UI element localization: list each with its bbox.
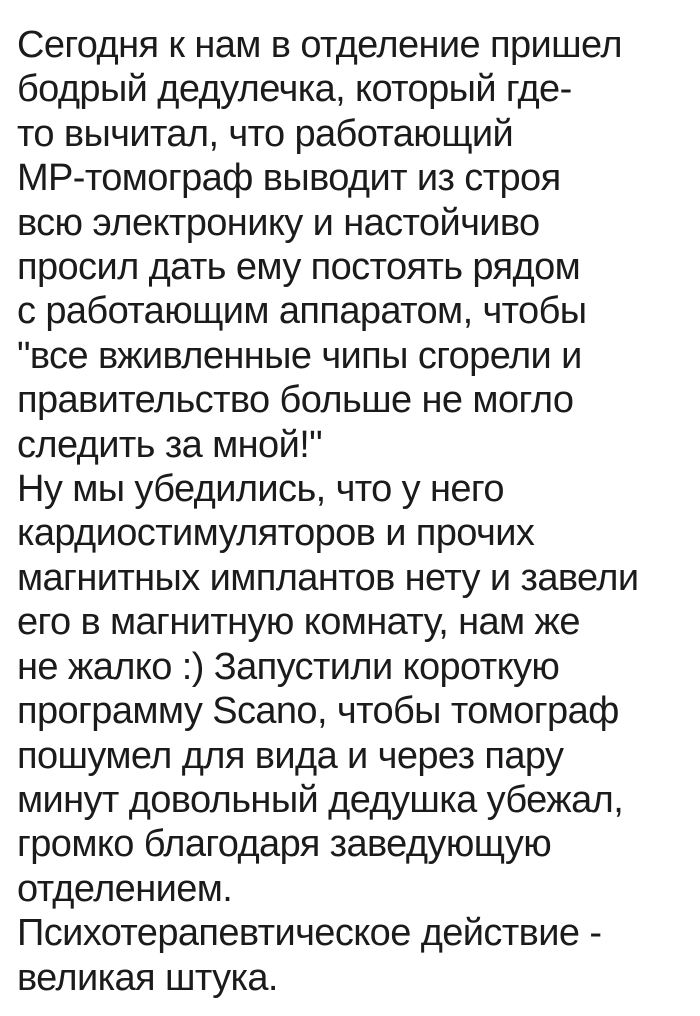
post-text-line: громко благодаря заведующую <box>17 823 552 866</box>
post-text-line: МР-томограф выводит из строя <box>17 157 561 200</box>
post-text-line: программу Scano, чтобы томограф <box>17 690 619 733</box>
post-text-line: отделением. <box>17 867 233 910</box>
post-text-line: всю электронику и настойчиво <box>17 201 540 244</box>
post-text-line: следить за мной!" <box>17 423 323 466</box>
post-text-line: Психотерапевтическое действие - <box>17 912 602 955</box>
post-text-line: Ну мы убедились, что у него <box>17 468 504 511</box>
post-text-line: не жалко :) Запустили короткую <box>17 645 560 688</box>
post-text-line: магнитных имплантов нету и завели <box>17 556 639 599</box>
post-text-line: его в магнитную комнату, нам же <box>17 601 580 644</box>
post-text-line: кардиостимуляторов и прочих <box>17 512 535 555</box>
post-text-line: минут довольный дедушка убежал, <box>17 778 624 821</box>
post-text-line: просил дать ему постоять рядом <box>17 246 581 289</box>
post-text-line: великая штука. <box>17 956 278 999</box>
post-text-line: Сегодня к нам в отделение пришел <box>17 24 622 66</box>
post-text-line: пошумел для вида и через пару <box>17 734 564 777</box>
post-text-line: "все вживленные чипы сгорели и <box>17 334 582 377</box>
post-text-line: бодрый дедулечка, который где- <box>17 68 572 111</box>
post-text-line: то вычитал, что работающий <box>17 112 514 155</box>
post-text-line: с работающим аппаратом, чтобы <box>17 290 587 333</box>
post-text-line: правительство больше не могло <box>17 379 574 422</box>
